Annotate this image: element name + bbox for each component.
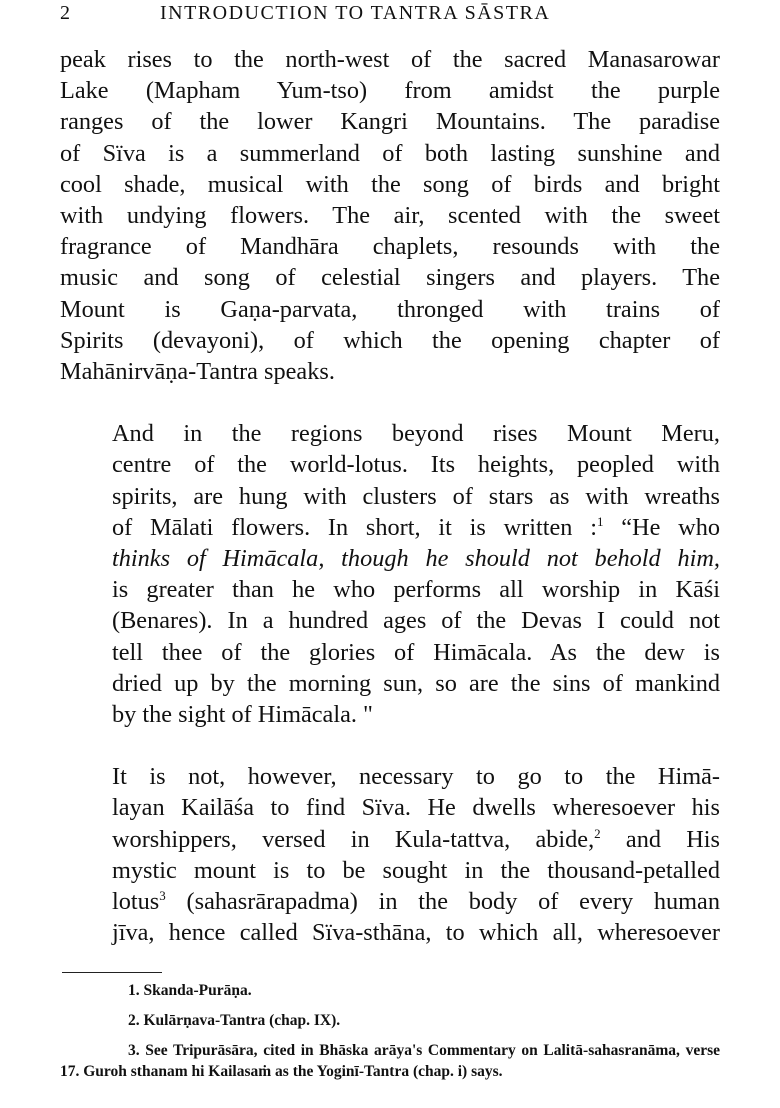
text-line: Lake (Mapham Yum-tso) from amidst the purple bbox=[60, 77, 720, 105]
paragraph-3 bbox=[60, 761, 720, 948]
text-segment: and His bbox=[625, 825, 720, 853]
text-line: with undying flowers. The air, scented with the sweet bbox=[60, 202, 720, 230]
footnotes bbox=[60, 980, 720, 1082]
text-line: Mahānirvāṇa-Tantra speaks. bbox=[60, 358, 335, 386]
text-line: mystic mount is to be sought in the thousand-petalled bbox=[112, 856, 720, 884]
text-line-with-footnote bbox=[60, 824, 720, 855]
footnote-2: 2. Kulārṇava-Tantra (chap. IX). bbox=[128, 1012, 341, 1029]
text-line: of Sïva is a summerland of both lasting sunshine and bbox=[60, 139, 720, 167]
italic-text: thinks of Himācala, though he should not behold him, bbox=[112, 545, 720, 573]
text-line: And in the regions beyond rises Mount Meru, bbox=[112, 420, 720, 448]
page-header bbox=[60, 2, 722, 30]
text-line: tell thee of the glories of Himācala. As the dew is bbox=[112, 638, 720, 666]
text-line: ranges of the lower Kangri Mountains. The paradise bbox=[60, 108, 720, 136]
paragraph-2 bbox=[60, 418, 720, 730]
text-line: It is not, however, necessary to go to the Himā- bbox=[112, 763, 720, 791]
text-line: dried up by the morning sun, so are the sins of mankind bbox=[112, 669, 720, 697]
footnote-3: 3. See Tripurāsāra, cited in Bhāska arāya's Commentary on Lalitā-sahasranāma, verse 17. Guroh sthanam hi Kailasaṁ as the Yoginī-Tantra (chap. i) says. bbox=[60, 1042, 720, 1080]
footnote-ref-3[interactable]: 3 bbox=[159, 887, 166, 903]
text-segment: lotus bbox=[112, 888, 160, 916]
page-number: 2 bbox=[60, 2, 72, 24]
text-line-with-footnote bbox=[60, 886, 720, 917]
text-line: music and song of celestial singers and players. The bbox=[60, 264, 720, 292]
text-segment: of Mālati flowers. In short, it is written : bbox=[112, 513, 597, 541]
footnote-ref-1[interactable]: 1 bbox=[596, 513, 604, 529]
text-segment: worshippers, versed in Kula-tattva, abide, bbox=[112, 825, 595, 853]
text-line: peak rises to the north-west of the sacred Manasarowar bbox=[60, 46, 720, 73]
text-line bbox=[60, 543, 720, 574]
text-line: (Benares). In a hundred ages of the Devas I could not bbox=[112, 607, 720, 635]
paragraph-1 bbox=[60, 44, 720, 387]
text-line: cool shade, musical with the song of birds and bright bbox=[60, 170, 720, 198]
text-line: Spirits (devayoni), of which the opening chapter of bbox=[60, 326, 720, 354]
footnote-divider bbox=[62, 972, 162, 973]
text-line: is greater than he who performs all worship in Kāśi bbox=[112, 576, 720, 604]
text-line: layan Kailāśa to find Sïva. He dwells wheresoever his bbox=[112, 794, 720, 822]
text-line: spirits, are hung with clusters of stars as with wreaths bbox=[112, 482, 720, 510]
text-line: jīva, hence called Sïva-sthāna, to which all, wheresoever bbox=[112, 919, 720, 947]
text-line-with-footnote bbox=[60, 512, 720, 543]
text-line: fragrance of Mandhāra chaplets, resounds with the bbox=[60, 233, 720, 261]
running-title: INTRODUCTION TO TANTRA SĀSTRA bbox=[160, 2, 551, 24]
text-line: by the sight of Himācala. " bbox=[112, 701, 373, 729]
body-text bbox=[60, 44, 720, 948]
text-line: centre of the world-lotus. Its heights, peopled with bbox=[112, 451, 720, 479]
text-line: Mount is Gaṇa-parvata, thronged with trains of bbox=[60, 295, 720, 323]
text-segment: “He who bbox=[621, 513, 720, 541]
text-segment: (sahasrārapadma) in the body of every human bbox=[186, 888, 720, 916]
footnote-1: 1. Skanda-Purāṇa. bbox=[128, 982, 252, 999]
footnote-ref-2[interactable]: 2 bbox=[594, 825, 601, 841]
